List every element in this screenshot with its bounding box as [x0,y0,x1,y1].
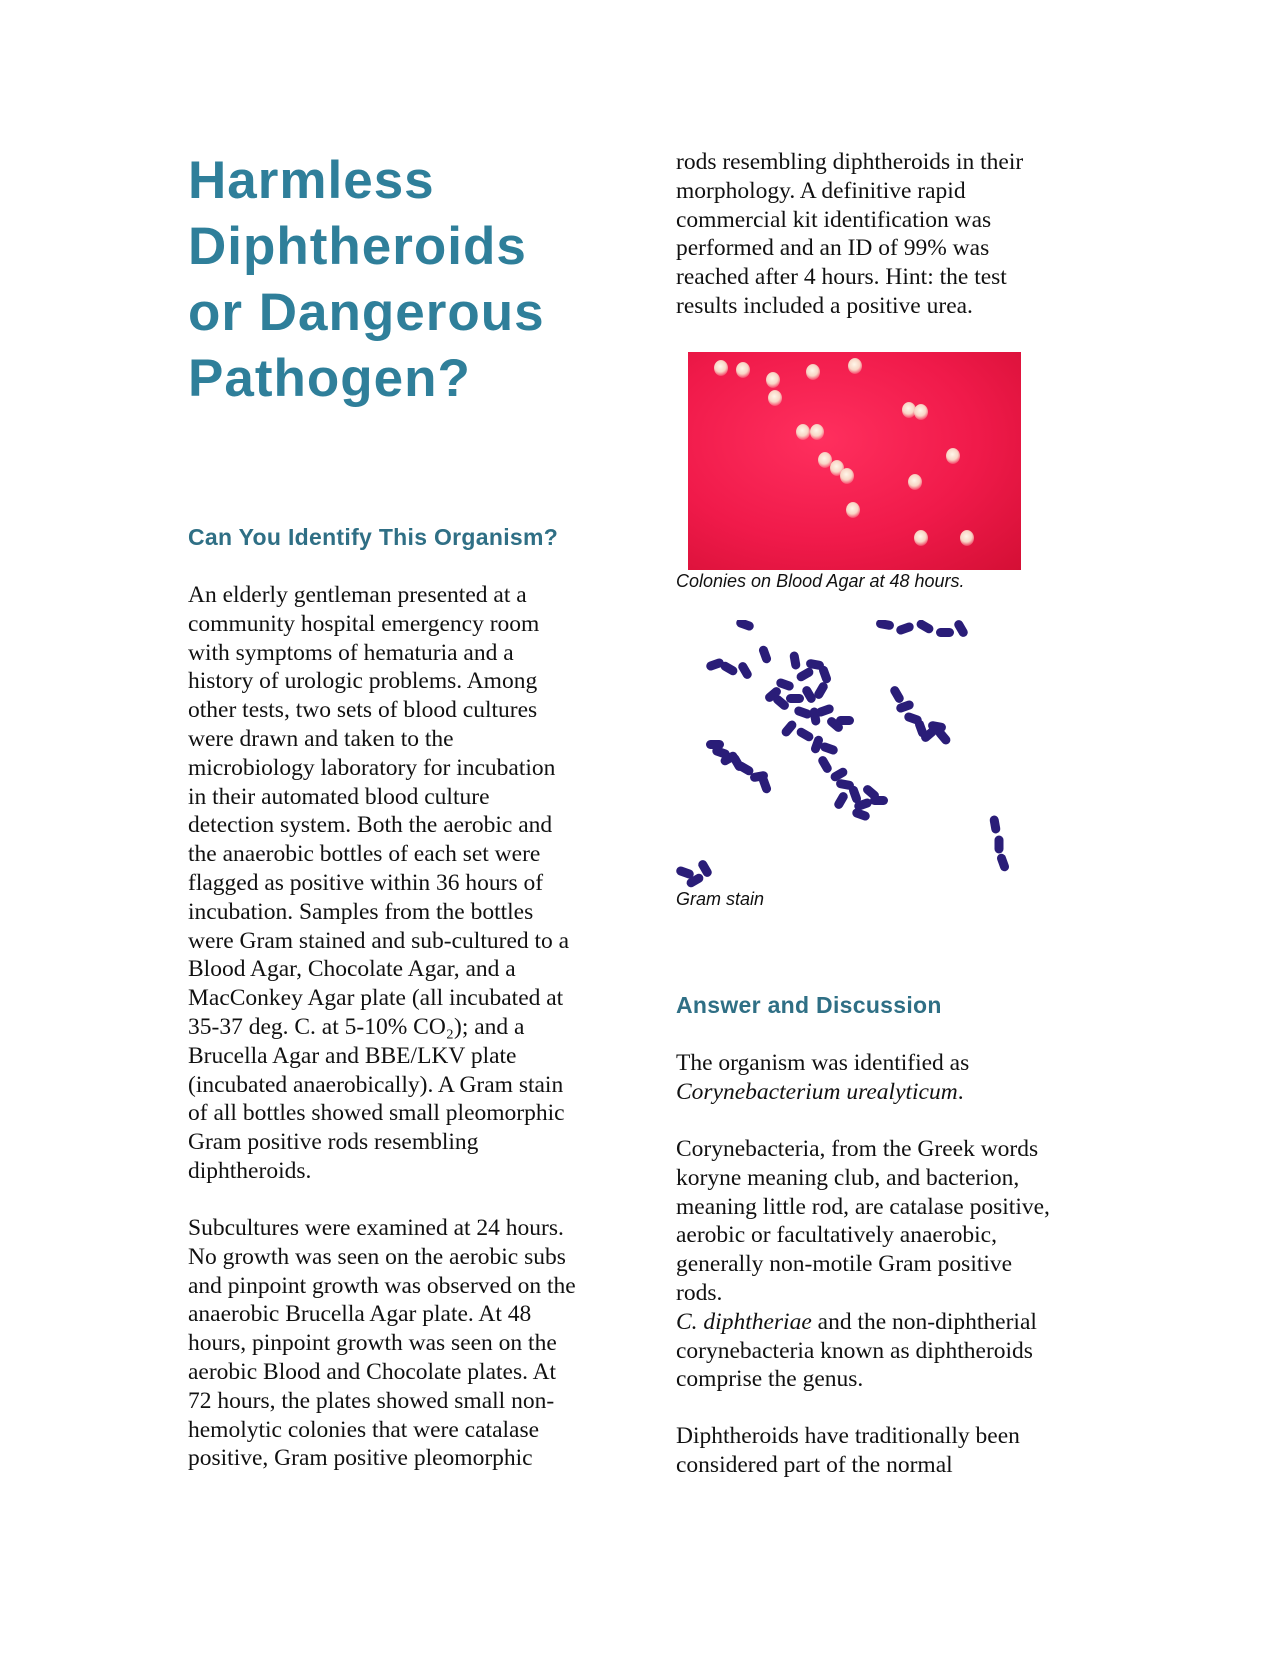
text-line: positive, Gram positive pleomorphic [188,1445,533,1472]
colony [796,424,810,440]
gram-stain-caption: Gram stain [676,889,765,909]
text-line: microbiology laboratory for incubation [188,754,556,781]
colony [714,360,728,376]
text-line: the anaerobic bottles of each set were [188,841,541,868]
colony [848,358,862,374]
section-heading-answer: Answer and Discussion [676,992,942,1018]
bacterial-rod [836,716,854,725]
colony [946,448,960,464]
section-heading-identify: Can You Identify This Organism? [188,524,559,550]
text-line: rods resembling diphtheroids in their [676,149,1024,175]
bacterial-rod [795,726,815,743]
bacterial-rod [851,807,871,822]
answer-paragraph [676,1049,969,1107]
answer-organism-line [676,1078,969,1107]
text-line: detection system. Both the aerobic and [188,812,553,839]
bacterial-rod [995,836,1004,854]
case-paragraph [188,581,569,1186]
text-line: 35-37 deg. C. at 5-10% CO₂); and a [188,1013,525,1040]
subculture-paragraph [188,1214,576,1473]
text-line: history of urologic problems. Among [188,668,538,695]
text-line: Subcultures were examined at 24 hours. [188,1215,564,1241]
text-line: No growth was seen on the aerobic subs [188,1243,566,1270]
diphtheroids-paragraph [676,1422,1020,1480]
colony [840,468,854,484]
text-line: (incubated anaerobically). A Gram stain [188,1071,564,1098]
text-line: Blood Agar, Chocolate Agar, and a [188,956,516,983]
colony [914,404,928,420]
text-line: in their automated blood culture [188,783,490,810]
blood-agar-caption: Colonies on Blood Agar at 48 hours. [676,571,965,591]
species-line-rest: and the non-diphtherial [811,1308,1037,1335]
corynebacteria-paragraph [676,1135,1050,1394]
colony [908,474,922,490]
bacterial-rod [833,790,850,810]
text-line: An elderly gentleman presented at a [188,582,527,608]
text-line: Diphtheroids have traditionally been [676,1423,1020,1449]
bacterial-rod [786,694,804,703]
colony [736,362,750,378]
title-line: Pathogen? [188,349,471,408]
text-line: corynebacteria known as diphtheroids [676,1337,1033,1364]
bacterial-rod [737,660,754,680]
text-line: flagged as positive within 36 hours of [188,869,544,896]
text-line: hours, pinpoint growth was seen on the [188,1330,557,1357]
bacterial-rod [936,628,954,637]
title-line: or Dangerous [188,283,545,342]
answer-line: The organism was identified as [676,1050,970,1076]
text-line: of all bottles showed small pleomorphic [188,1100,565,1127]
bacterial-rod [989,815,1001,834]
bacterial-rod [915,620,935,635]
colony [810,424,824,440]
text-line: Gram positive rods resembling [188,1129,479,1156]
text-line: 72 hours, the plates showed small non- [188,1387,555,1414]
text-line: community hospital emergency room [188,610,540,637]
page-title [188,148,618,412]
text-line: other tests, two sets of blood cultures [188,697,538,724]
title-line: Diphtheroids [188,217,527,276]
text-line: diphtheroids. [188,1157,312,1184]
text-line: aerobic or facultatively anaerobic, [676,1222,997,1249]
text-line: comprise the genus. [676,1366,864,1393]
bacterial-rod [780,719,798,739]
text-line: commercial kit identification was [676,206,992,233]
colony [768,390,782,406]
colony [914,530,928,546]
text-line: meaning little rod, are catalase positive, [676,1193,1050,1220]
bacterial-rod [815,703,835,718]
text-line: aerobic Blood and Chocolate plates. At [188,1358,557,1385]
text-line: MacConkey Agar plate (all incubated at [188,985,564,1012]
text-line: were drawn and taken to the [188,725,454,752]
blood-agar-image [688,352,1021,570]
text-line: and pinpoint growth was observed on the [188,1272,576,1299]
bacterial-rod [953,620,970,639]
colony [960,530,974,546]
bacterial-rod [875,620,894,630]
organism-name: Corynebacterium urealyticum [676,1078,958,1105]
text-line: considered part of the normal [676,1451,953,1478]
bacterial-rod [789,651,801,670]
bacterial-rod [934,727,952,747]
species-name: C. diphtheriae [676,1308,812,1335]
text-line: performed and an ID of 99% was [676,235,990,262]
text-line: rods. [676,1279,723,1306]
bacterial-rod [996,853,1011,873]
bacterial-rod [817,754,834,774]
colony [766,372,780,388]
text-line: morphology. A definitive rapid [676,177,966,204]
text-line: hemolytic colonies that were catalase [188,1416,540,1443]
text-line: generally non-motile Gram positive [676,1251,1013,1278]
bacterial-rod [870,796,888,805]
colony [806,364,820,380]
gram-stain-image [676,620,1016,890]
bacterial-rod [758,645,773,665]
title-line: Harmless [188,151,435,210]
answer-period: . [957,1078,964,1105]
text-line: koryne meaning club, and bacterion, [676,1164,1020,1191]
text-line: results included a positive urea. [676,292,973,319]
bacterial-rod [719,660,739,677]
bacterial-rod [735,620,755,632]
text-line: with symptoms of hematuria and a [188,639,514,666]
bacterial-rod [895,621,915,636]
species-line [676,1308,1050,1337]
bacterial-rod [813,680,830,700]
bacterial-rod [758,775,773,795]
text-line: Corynebacteria, from the Greek words [676,1136,1039,1162]
colony [846,502,860,518]
continuation-paragraph [676,148,1023,321]
text-line: Brucella Agar and BBE/LKV plate [188,1042,517,1069]
text-line: anaerobic Brucella Agar plate. At 48 [188,1301,532,1328]
text-line: were Gram stained and sub-cultured to a [188,927,570,954]
bacterial-rod [819,741,839,756]
text-line: incubation. Samples from the bottles [188,898,534,925]
text-line: reached after 4 hours. Hint: the test [676,264,1007,291]
